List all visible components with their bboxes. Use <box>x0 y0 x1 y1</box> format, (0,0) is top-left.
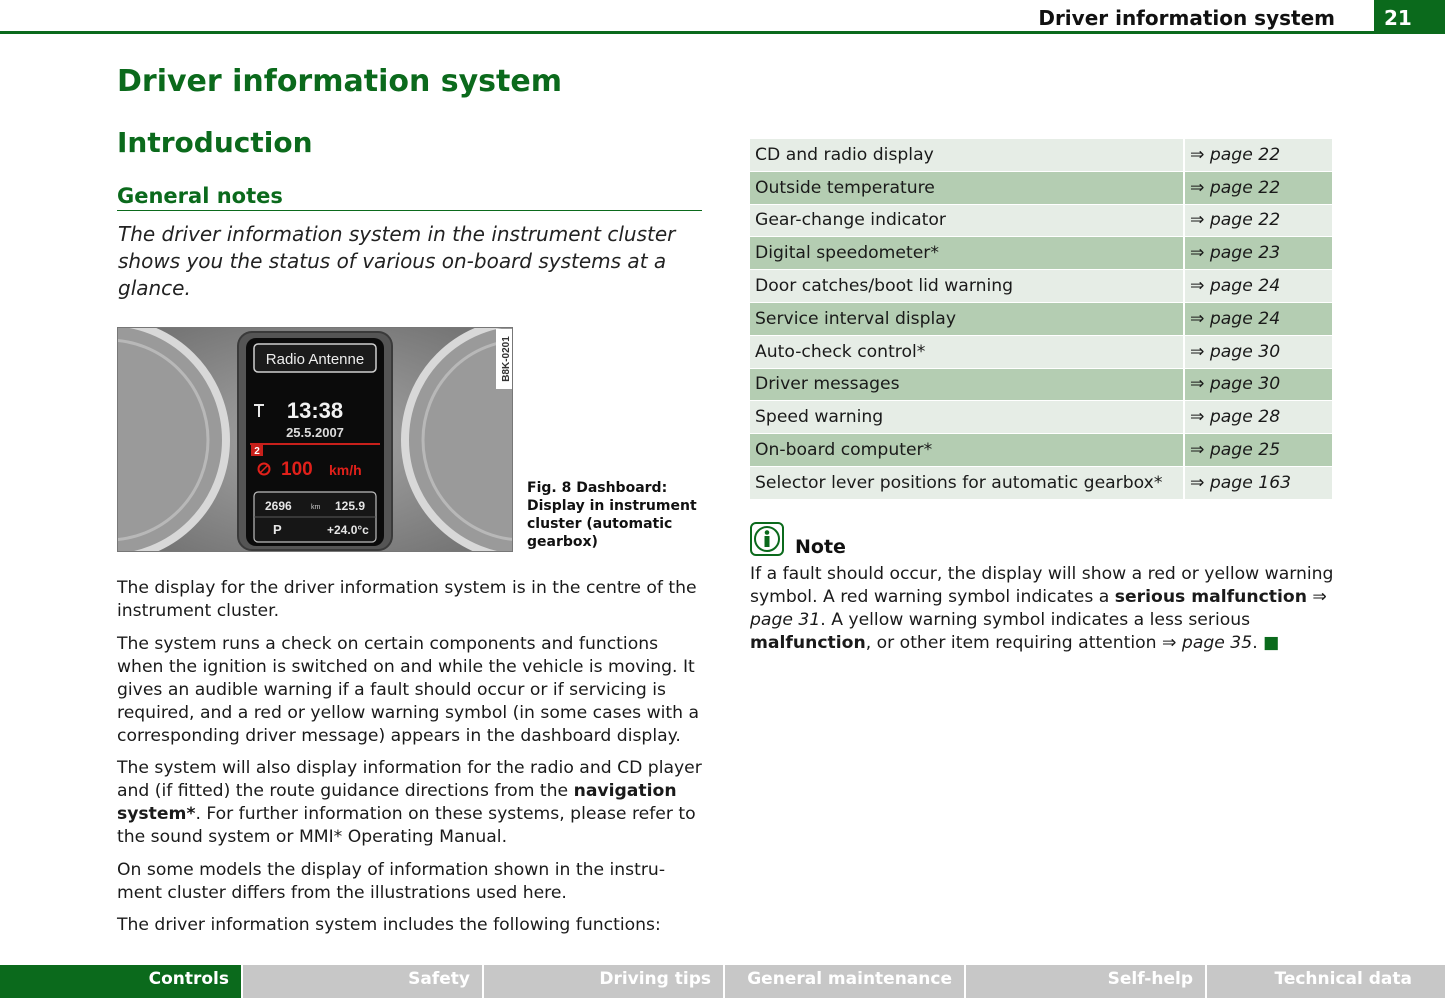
function-label: Speed warning <box>750 401 1184 434</box>
speed-warning-value: 100 <box>281 459 313 480</box>
note-title: Note <box>795 536 846 558</box>
table-row <box>750 466 1333 499</box>
warning-count: 2 <box>254 446 260 457</box>
table-row <box>750 237 1333 270</box>
table-row <box>750 401 1333 434</box>
figure-code: B8K-0201 <box>501 336 512 382</box>
tab-safety[interactable]: Safety <box>243 965 482 998</box>
table-row <box>750 204 1333 237</box>
navigation-system-term: navigation system* <box>117 781 677 824</box>
page-reference-link[interactable]: ⇒ page 31 <box>750 587 1327 630</box>
table-row <box>750 171 1333 204</box>
lead-paragraph: The driver information system in the instrument cluster shows you the status of various on-board systems at a glance. <box>118 222 676 300</box>
dashboard-figure <box>117 327 513 552</box>
tab-controls[interactable]: Controls <box>0 965 241 998</box>
function-label: CD and radio display <box>750 139 1184 171</box>
table-row <box>750 270 1333 303</box>
table-row <box>750 368 1333 401</box>
function-label: Outside temperature <box>750 171 1184 204</box>
page-reference-link[interactable]: ⇒ page 22 <box>1184 204 1333 237</box>
speed-warning-unit: km/h <box>329 462 362 478</box>
instrument-cluster-illustration <box>118 328 513 552</box>
page-reference-link[interactable]: ⇒ page 23 <box>1184 237 1333 270</box>
functions-table <box>750 139 1334 500</box>
page-header <box>0 0 1445 34</box>
table-row <box>750 302 1333 335</box>
section-title: Introduction <box>117 126 313 159</box>
page-reference-link[interactable]: ⇒ page 24 <box>1184 270 1333 303</box>
function-label: Selector lever positions for automatic gearbox* <box>750 466 1184 499</box>
odometer-value: 2696 <box>265 499 292 513</box>
gear-indicator: P <box>273 522 282 537</box>
end-of-section-mark: ■ <box>1263 633 1280 653</box>
paragraph-radio-navigation: The system will also display information for the radio and CD player and (if fitted) the route guidance directions from the navigation system*. For further information on these systems, please refer to the sound system or MMI* Operating Manual. <box>117 758 702 847</box>
function-label: Door catches/boot lid warning <box>750 270 1184 303</box>
page-reference-link[interactable]: ⇒ page 163 <box>1184 466 1333 499</box>
function-label: Auto-check control* <box>750 335 1184 368</box>
page-reference-link[interactable]: ⇒ page 22 <box>1184 171 1333 204</box>
page-reference-link[interactable]: ⇒ page 25 <box>1184 434 1333 467</box>
figure-caption: Fig. 8 Dashboard: Display in instrument cluster (automatic gearbox) <box>527 480 697 550</box>
note-text: If a fault should occur, the display will show a red or yellow warning symbol. A red warning symbol indicates a serious malfunction ⇒ page 31. A yellow warning symbol indicates a less serious malfunction, or other item requiring attention ⇒ page 35. ■ <box>750 564 1334 653</box>
table-row <box>750 335 1333 368</box>
function-label: Driver messages <box>750 368 1184 401</box>
body-text <box>117 577 707 947</box>
tab-self-help[interactable]: Self-help <box>966 965 1205 998</box>
function-label: Gear-change indicator <box>750 204 1184 237</box>
header-rule <box>0 31 1445 34</box>
page-number: 21 <box>1374 0 1445 34</box>
serious-malfunction-term: serious malfunction <box>1114 587 1307 607</box>
footer-navigation <box>0 965 1445 998</box>
table-row <box>750 139 1333 171</box>
paragraph-model-differences: On some models the display of information shown in the instru-ment cluster differs from the illustrations used here. <box>117 859 666 903</box>
page-reference-link[interactable]: ⇒ page 35 <box>1162 633 1253 653</box>
running-title: Driver information system <box>1038 6 1335 30</box>
tab-driving-tips[interactable]: Driving tips <box>484 965 723 998</box>
paragraph-functions-intro: The driver information system includes the following functions: <box>117 915 661 935</box>
outside-temp-value: +24.0°c <box>327 523 369 537</box>
paragraph-system-check: The system runs a check on certain components and functions when the ignition is switched on and while the vehicle is moving. It gives an audible warning if a fault should occur or if servicing is required, and a red or yellow warning symbol (in some cases with a corresponding driver message) appears in the dashboard display. <box>117 633 700 746</box>
function-label: Service interval display <box>750 302 1184 335</box>
clock-time: 13:38 <box>286 398 344 423</box>
page-reference-link[interactable]: ⇒ page 28 <box>1184 401 1333 434</box>
odometer-unit: km <box>311 504 321 511</box>
radio-station-text: Radio Antenne <box>265 351 365 368</box>
chapter-title: Driver information system <box>117 64 562 99</box>
tab-technical-data[interactable]: Technical data <box>1207 965 1445 998</box>
page-reference-link[interactable]: ⇒ page 24 <box>1184 302 1333 335</box>
tab-general-maintenance[interactable]: General maintenance <box>725 965 964 998</box>
date-text: 25.5.2007 <box>286 425 344 440</box>
subsection-title: General notes <box>117 184 702 211</box>
page-reference-link[interactable]: ⇒ page 22 <box>1184 139 1333 171</box>
page-reference-link[interactable]: ⇒ page 30 <box>1184 368 1333 401</box>
function-label: Digital speedometer* <box>750 237 1184 270</box>
function-label: On-board computer* <box>750 434 1184 467</box>
info-icon <box>750 522 784 556</box>
trip-value: 125.9 <box>335 499 366 513</box>
paragraph-display-location: The display for the driver information system is in the centre of the instrument cluster. <box>117 578 697 621</box>
malfunction-term: malfunction <box>750 633 866 653</box>
page-reference-link[interactable]: ⇒ page 30 <box>1184 335 1333 368</box>
table-row <box>750 434 1333 467</box>
